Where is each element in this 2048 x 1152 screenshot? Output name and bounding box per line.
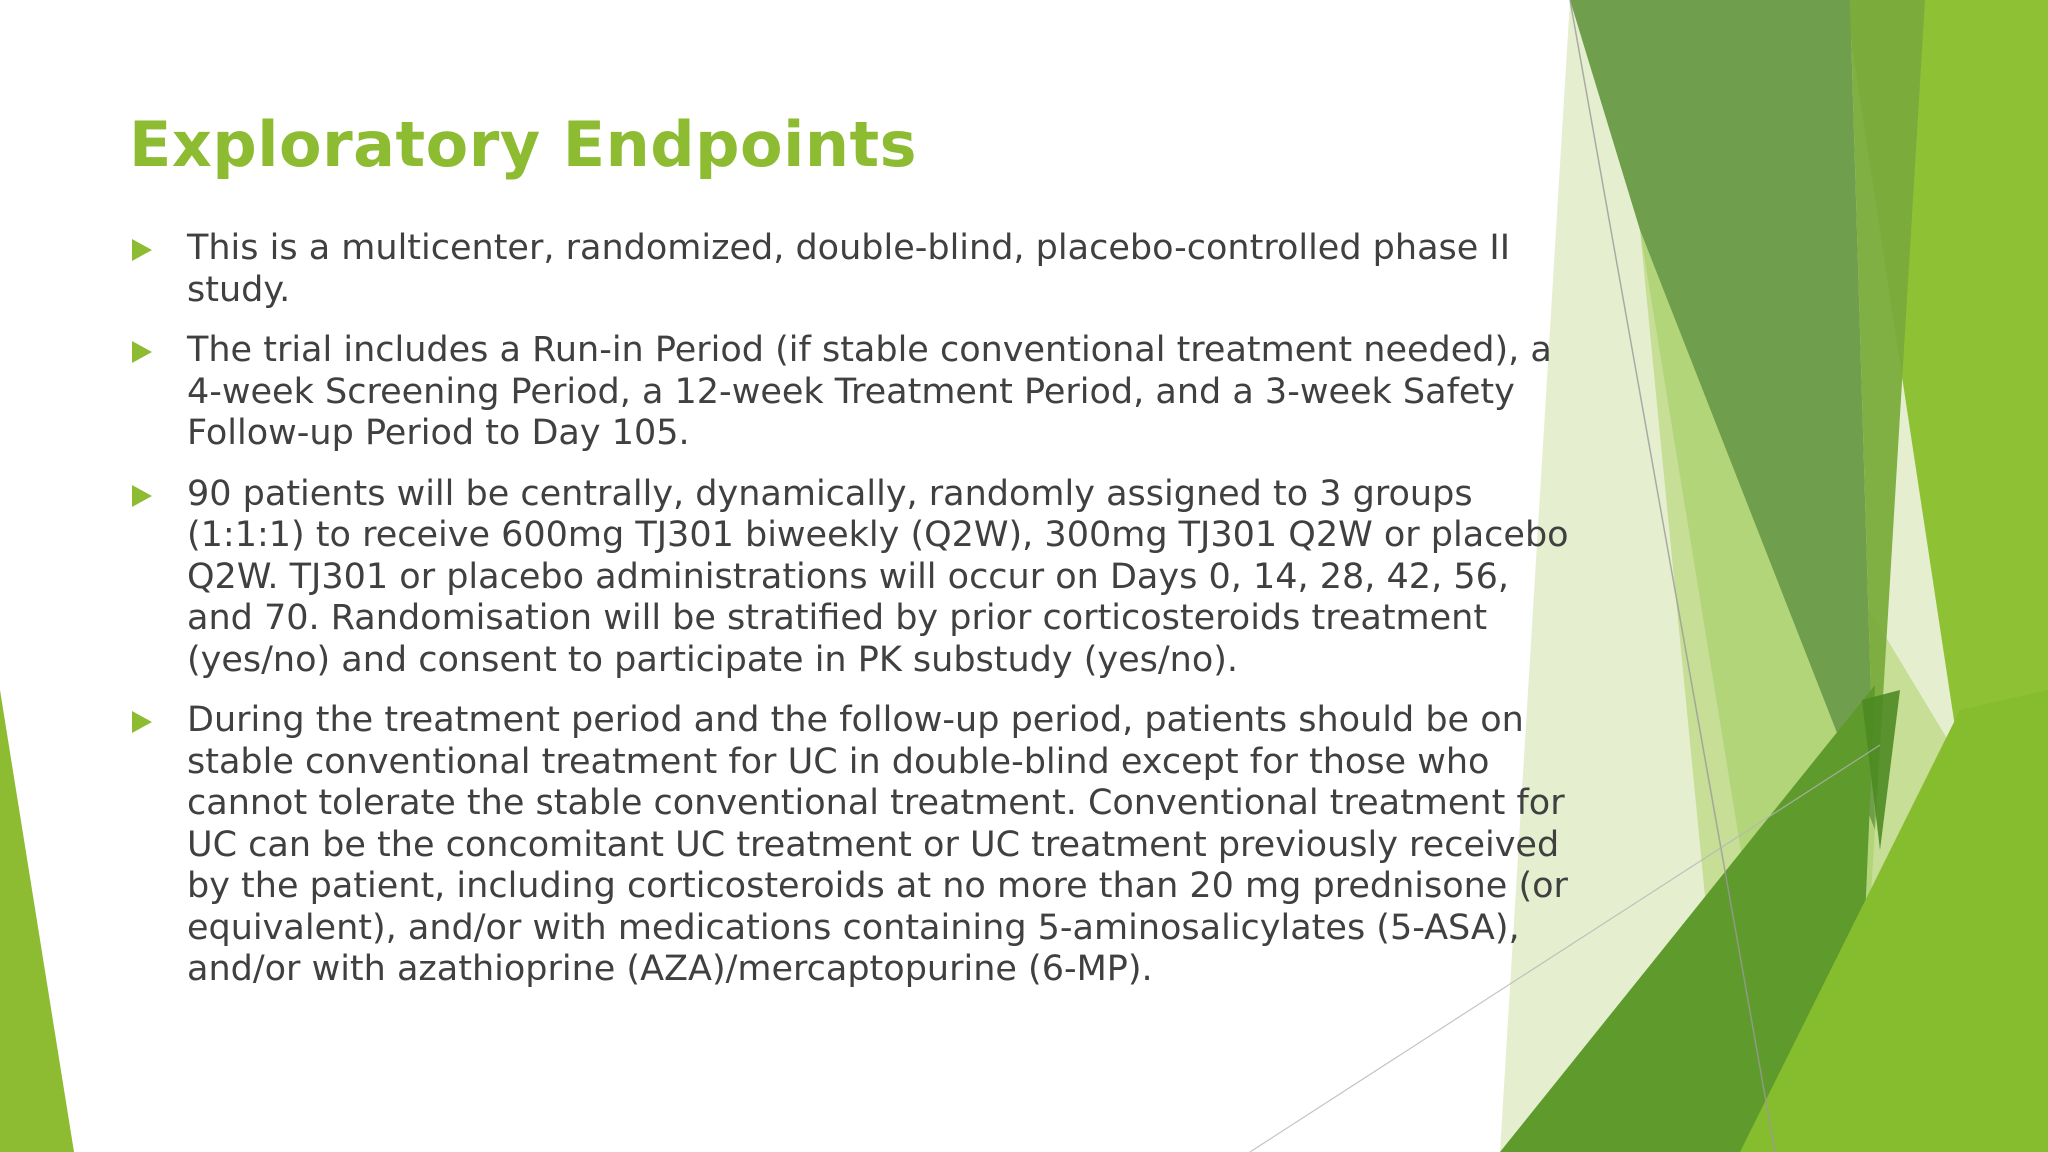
- triangle-right-icon: [132, 711, 152, 733]
- bullet-text: 90 patients will be centrally, dynamically, randomly assigned to 3 groups (1:1:1) to receive 600mg TJ301 biweekly (Q2W), 300mg TJ301 Q2W or placebo Q2W. TJ301 or placebo administrations will occur on Days 0, 14, 28, 42, 56, and 70. Randomisation will be stratified by prior corticosteroids treatment (yes/no) and consent to participate in PK substudy (yes/no).: [187, 473, 1569, 680]
- slide-title: Exploratory Endpoints: [129, 108, 918, 181]
- bullet-item: [129, 700, 1569, 991]
- triangle-right-icon: [132, 239, 152, 261]
- left-accent-shape: [0, 690, 74, 1152]
- bullet-list: [129, 228, 1569, 1010]
- bullet-item: [129, 474, 1569, 682]
- triangle-right-icon: [132, 485, 152, 507]
- bullet-text: This is a multicenter, randomized, double-blind, placebo-controlled phase II study.: [187, 228, 1511, 310]
- bullet-item: [129, 330, 1569, 455]
- bullet-item: [129, 228, 1569, 311]
- triangle-right-icon: [132, 341, 152, 363]
- bullet-text: During the treatment period and the follow-up period, patients should be on stable conventional treatment for UC in double-blind except for those who cannot tolerate the stable conventional treatment. Conventional treatment for UC can be the concomitant UC treatment or UC treatment previously received by the patient, including corticosteroids at no more than 20 mg prednisone (or equivalent), and/or with medications containing 5-aminosalicylates (5-ASA), and/or with azathioprine (AZA)/mercaptopurine (6-MP).: [187, 700, 1568, 989]
- bullet-text: The trial includes a Run-in Period (if stable conventional treatment needed), a 4-week Screening Period, a 12-week Treatment Period, and a 3-week Safety Follow-up Period to Day 105.: [187, 330, 1552, 453]
